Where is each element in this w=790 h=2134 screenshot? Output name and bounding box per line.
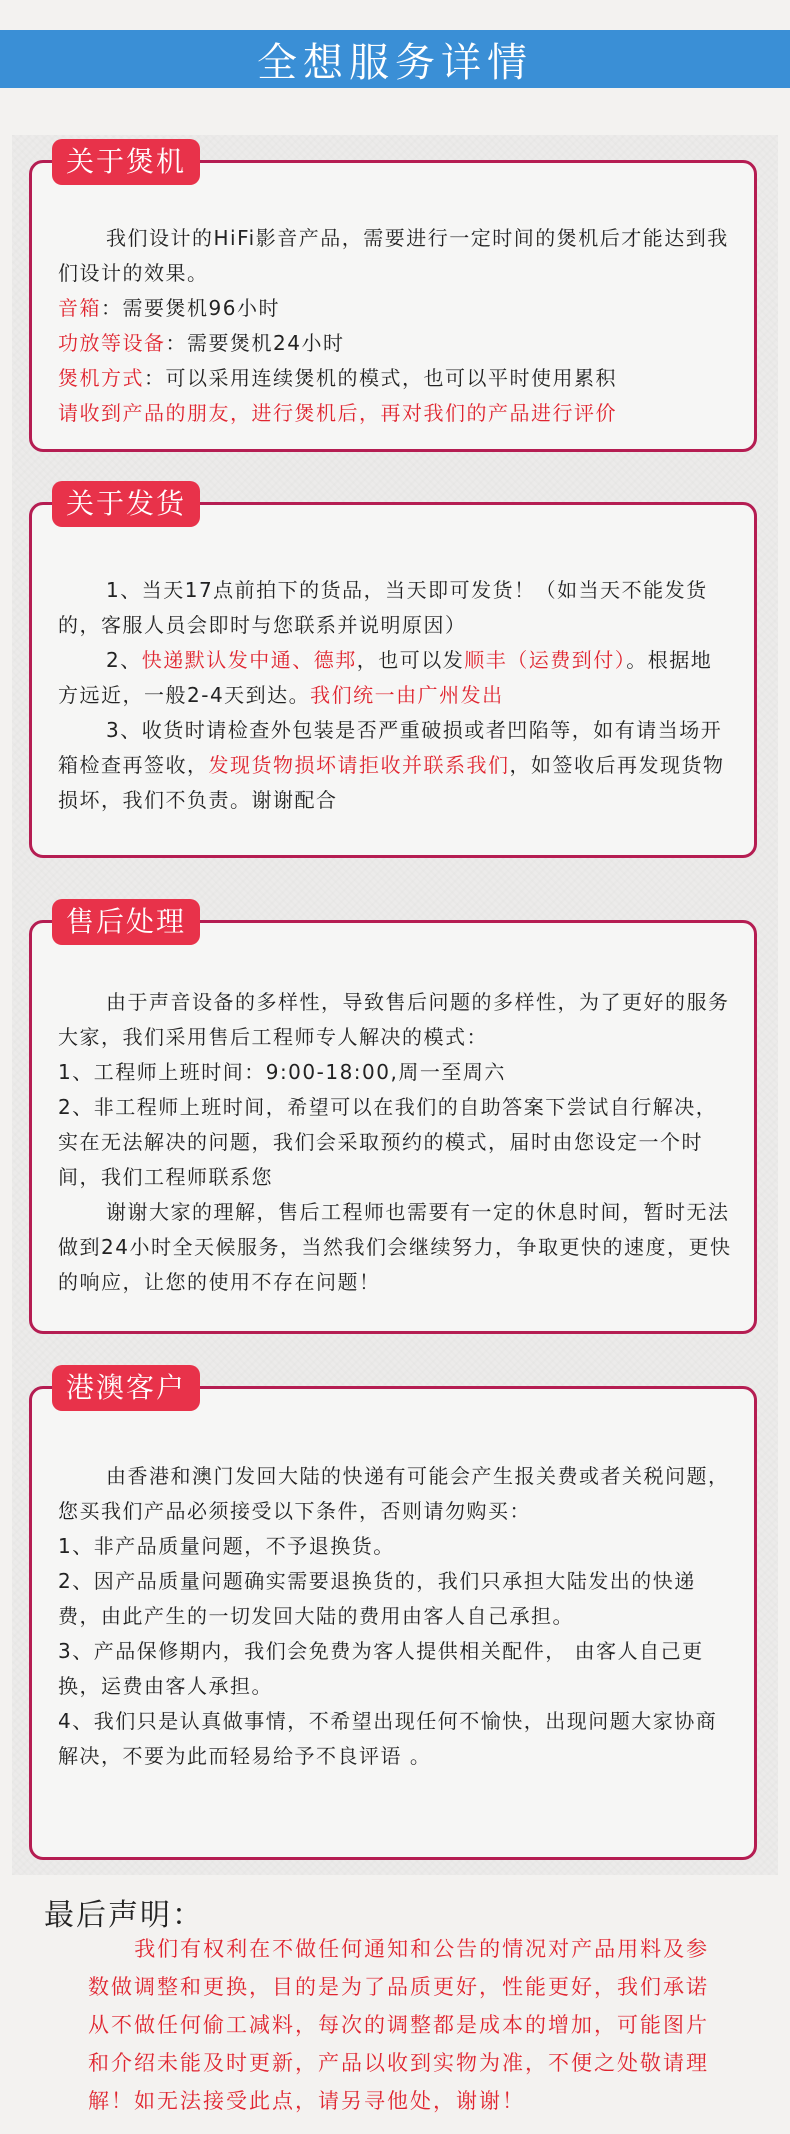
section-burn-in (29, 145, 757, 452)
text: ，如签收后再发现货物损坏，我们不负责。谢谢配合 (58, 753, 725, 812)
final-statement-body (88, 1930, 728, 2120)
section-after-sales (29, 905, 757, 1334)
section-body (32, 985, 754, 1300)
final-statement-text: 我们有权利在不做任何通知和公告的情况对产品用料及参数做调整和更换，目的是为了品质更好，性能更好，我们承诺从不做任何偷工减料，每次的调整都是成本的增加，可能图片和介绍未能及时更新，产品以收到实物为准，不便之处敬请理解！如无法接受此点，请另寻他处，谢谢！ (88, 1937, 710, 2113)
method-text: ：可以采用连续煲机的模式，也可以平时使用累积 (144, 366, 617, 390)
section-tag: 港澳客户 (52, 1365, 200, 1411)
section-body (32, 221, 754, 431)
method-line (58, 361, 732, 396)
speaker-line (58, 291, 732, 326)
hk-intro: 由香港和澳门发回大陆的快递有可能会产生报关费或者关税问题，您买我们产品必须接受以下条件，否则请勿购买： (58, 1464, 730, 1523)
amp-line (58, 326, 732, 361)
text: 2、 (106, 648, 142, 672)
section-tag: 关于发货 (52, 481, 200, 527)
speaker-text: ：需要煲机96小时 (101, 296, 280, 320)
after-sales-thanks: 谢谢大家的理解，售后工程师也需要有一定的休息时间，暂时无法做到24小时全天候服务，当然我们会继续努力，争取更快的速度，更快的响应，让您的使用不存在问题！ (58, 1200, 732, 1294)
hk-condition-4: 4、我们只是认真做事情，不希望出现任何不愉快，出现问题大家协商解决，不要为此而轻易给予不良评语 。 (58, 1709, 718, 1768)
hk-condition-2: 2、因产品质量问题确实需要退换货的，我们只承担大陆发出的快递费，由此产生的一切发回大陆的费用由客人自己承担。 (58, 1569, 696, 1628)
after-sales-point-1: 1、工程师上班时间：9:00-18:00,周一至周六 (58, 1060, 506, 1084)
final-statement-title: 最后声明： (44, 1898, 204, 1933)
shipping-point-2 (58, 643, 732, 713)
review-note: 请收到产品的朋友，进行煲机后，再对我们的产品进行评价 (58, 401, 617, 425)
section-tag: 关于煲机 (52, 139, 200, 185)
section-body (32, 1459, 754, 1774)
ship-origin: 我们统一由广州发出 (310, 683, 504, 707)
text: 3、收货时请检查外包装是否严重破损或者凹陷等，如有请当场开箱检查再签收， (58, 718, 723, 777)
amp-text: ：需要煲机24小时 (165, 331, 345, 355)
section-body (32, 573, 754, 818)
section-shipping (29, 487, 757, 858)
hk-condition-1: 1、非产品质量问题，不予退换货。 (58, 1534, 395, 1558)
amp-label: 功放等设备 (58, 331, 166, 355)
section-hk-macau (29, 1371, 757, 1860)
shipping-point-3 (58, 713, 732, 818)
shipping-point-1: 1、当天17点前拍下的货品，当天即可发货！（如当天不能发货的，客服人员会即时与您联系并说明原因） (58, 578, 708, 637)
method-label: 煲机方式 (58, 366, 144, 390)
text: 。根据地方远近，一般2-4天到达。 (58, 648, 713, 707)
section-tag: 售后处理 (52, 899, 200, 945)
text: ，也可以发 (356, 648, 465, 672)
after-sales-point-2: 2、非工程师上班时间，希望可以在我们的自助答案下尝试自行解决，实在无法解决的问题，我们会采取预约的模式，届时由您设定一个时间，我们工程师联系您 (58, 1095, 718, 1189)
courier-default: 快递默认发中通、德邦 (141, 648, 357, 672)
after-sales-intro: 由于声音设备的多样性，导致售后问题的多样性，为了更好的服务大家，我们采用售后工程师专人解决的模式： (58, 990, 730, 1049)
damage-notice: 发现货物损坏请拒收并联系我们 (208, 753, 510, 777)
hk-condition-3: 3、产品保修期内，我们会免费为客人提供相关配件， 由客人自己更换，运费由客人承担。 (58, 1639, 704, 1698)
page-title: 全想服务详情 (257, 39, 533, 86)
speaker-label: 音箱 (58, 296, 101, 320)
header-banner (0, 30, 790, 88)
intro-text: 我们设计的HiFi影音产品，需要进行一定时间的煲机后才能达到我们设计的效果。 (58, 226, 729, 285)
courier-sf: 顺丰（运费到付） (464, 648, 627, 672)
